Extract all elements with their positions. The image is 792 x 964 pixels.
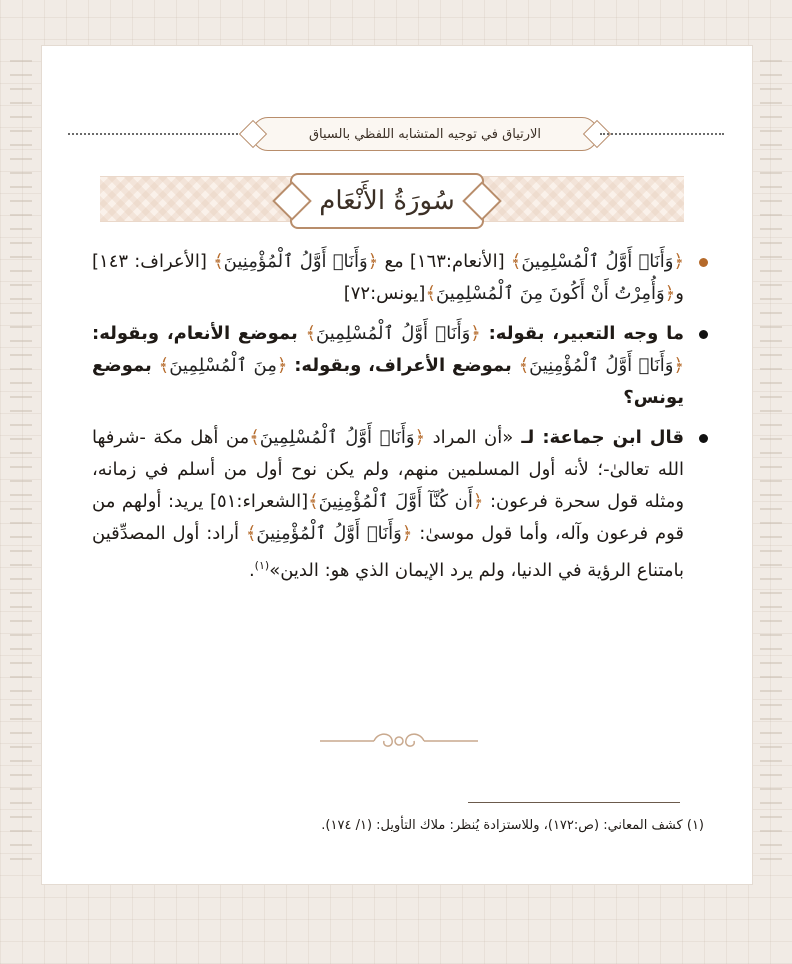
quran-bracket-ornament: ﴿: [367, 251, 379, 272]
quran-bracket-ornament: ﴾: [249, 427, 260, 448]
quran-verse: وَأَنَا۠ أَوَّلُ ٱلْمُسْلِمِينَ: [259, 427, 415, 448]
quran-verse: أَن كُنَّآ أَوَّلَ ٱلْمُؤْمِنِينَ: [318, 491, 473, 512]
section-divider-ornament: [316, 728, 482, 754]
paragraph-1: [92, 246, 704, 310]
footnote: (١) كشف المعاني: (ص:١٧٢)، وللاستزادة يُنظر: ملاك التأويل: (١/ ١٧٤).: [321, 818, 704, 833]
quran-verse: وَأَنَا۠ أَوَّلُ ٱلْمُسْلِمِينَ: [316, 323, 471, 344]
main-text: [92, 246, 704, 595]
question-text: بموضع الأنعام، وبقوله:: [92, 323, 306, 344]
quran-verse: وَأَنَا۠ أَوَّلُ ٱلْمُسْلِمِينَ: [521, 251, 674, 272]
quran-bracket-ornament: ﴾: [158, 355, 170, 376]
right-border-ornament: [760, 60, 782, 860]
quran-verse: وَأُمِرْتُ أَنْ أَكُونَ مِنَ ٱلْمُسْلِمِينَ: [436, 283, 665, 304]
quran-bracket-ornament: ﴿: [673, 355, 684, 376]
surah-banner: [100, 176, 684, 222]
quran-bracket-ornament: ﴾: [213, 251, 224, 272]
paragraph-body: [92, 427, 684, 581]
running-header-title: الارتياق في توجيه المتشابه اللفظي بالسياق: [308, 126, 542, 142]
quran-verse: وَأَنَا۠ أَوَّلُ ٱلْمُؤْمِنِينَ: [223, 251, 368, 272]
paragraph-body: [92, 251, 684, 304]
body-text: [يونس:٧٢]: [343, 283, 426, 304]
quran-bracket-ornament: ﴾: [510, 251, 522, 272]
quran-bracket-ornament: ﴿: [472, 491, 484, 512]
body-text: [الأعراف: ١٤٣] و: [92, 251, 684, 304]
question-text: بموضع الأعراف، وبقوله:: [287, 355, 519, 376]
question-text: ما وجه التعبير، بقوله:: [480, 323, 684, 344]
paragraph-2: [92, 318, 704, 414]
quran-bracket-ornament: ﴿: [414, 427, 426, 448]
footnote-ref: (١): [254, 559, 270, 572]
header-cartouche: [252, 117, 598, 151]
quran-bracket-ornament: ﴾: [245, 523, 257, 544]
quran-verse: وَأَنَا۠ أَوَّلُ ٱلْمُؤْمِنِينَ: [256, 523, 402, 544]
quran-bracket-ornament: ﴾: [308, 491, 319, 512]
quran-bracket-ornament: ﴿: [470, 323, 481, 344]
body-text: .: [248, 560, 255, 581]
quran-bracket-ornament: ﴿: [401, 523, 413, 544]
body-text: أراد: أول المصدِّقين بامتناع الرؤية في الدنيا، ولم يرد الإيمان الذي هو: الدين»: [92, 523, 684, 581]
question-text: بموضع يونس؟: [92, 355, 684, 408]
bullet-icon: [699, 258, 708, 267]
quran-bracket-ornament: ﴿: [673, 251, 684, 272]
body-text: [الأنعام:١٦٣] مع: [378, 251, 511, 272]
quran-bracket-ornament: ﴿: [276, 355, 288, 376]
bullet-icon: [699, 330, 708, 339]
quran-bracket-ornament: ﴾: [305, 323, 317, 344]
quran-verse: وَأَنَا۠ أَوَّلُ ٱلْمُؤْمِنِينَ: [529, 355, 674, 376]
surah-title-frame: [290, 173, 484, 229]
bullet-icon: [699, 434, 708, 443]
header-dotted-rule-right: [600, 133, 724, 135]
paragraph-3: [92, 422, 704, 587]
body-text: [الشعراء:٥١] يريد: أولهم من قوم فرعون وآله، وأما قول موسىٰ:: [92, 491, 685, 544]
header-dotted-rule-left: [68, 133, 246, 135]
question-text: قال ابن جماعة: لـ: [513, 427, 684, 448]
quran-verse: مِنَ ٱلْمُسْلِمِينَ: [169, 355, 277, 376]
surah-title: سُورَةُ الأَنْعَام: [319, 186, 455, 216]
paragraph-body: [92, 323, 684, 408]
quran-bracket-ornament: ﴾: [518, 355, 530, 376]
body-text: من أهل مكة -شرفها الله تعالىٰ-؛ لأنه أول المسلمين منهم، ولم يكن نوح أول من أسلم في زمانه، ومثله قول سحرة فرعون:: [92, 427, 685, 512]
left-border-ornament: [10, 60, 32, 860]
quran-bracket-ornament: ﴿: [664, 283, 676, 304]
body-text: «أن المراد: [425, 427, 514, 448]
footnote-separator: [468, 802, 680, 803]
running-header: [68, 121, 724, 145]
quran-bracket-ornament: ﴾: [425, 283, 436, 304]
